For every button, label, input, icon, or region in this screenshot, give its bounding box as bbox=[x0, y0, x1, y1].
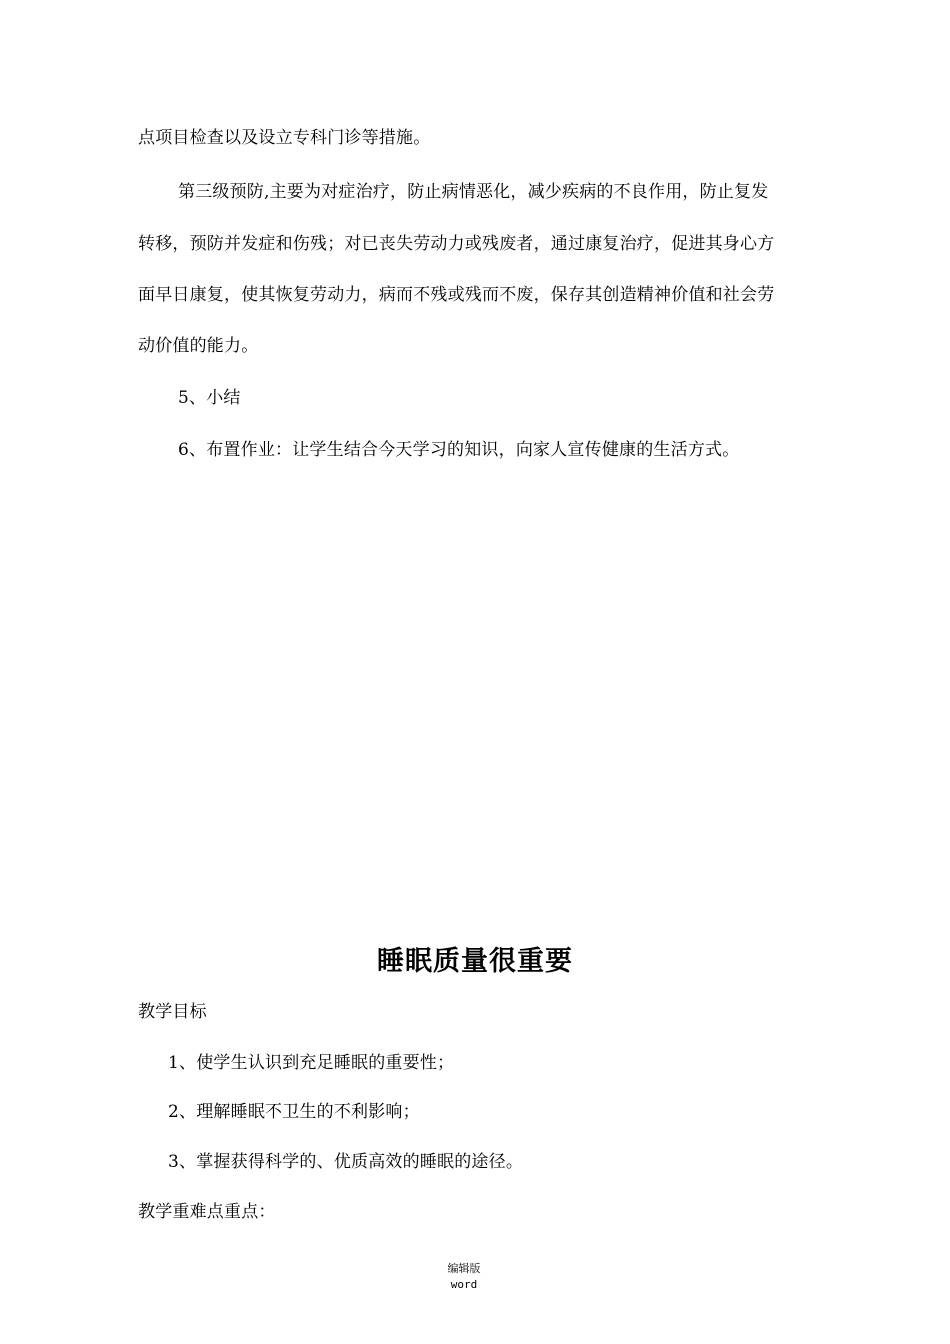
objective-item: 3、掌握获得科学的、优质高效的睡眠的途径。 bbox=[168, 1152, 524, 1172]
paragraph-line: 动价值的能力。 bbox=[138, 336, 259, 356]
key-points-heading: 教学重难点重点： bbox=[138, 1202, 276, 1222]
footer-format: word bbox=[450, 1278, 478, 1291]
paragraph-line: 面早日康复，使其恢复劳动力，病而不残或残而不废，保存其创造精神价值和社会劳 bbox=[138, 285, 775, 305]
objective-item: 1、使学生认识到充足睡眠的重要性； bbox=[168, 1053, 455, 1073]
paragraph-line: 转移，预防并发症和伤残；对已丧失劳动力或残废者，通过康复治疗，促进其身心方 bbox=[138, 234, 775, 254]
list-item-homework: 6、布置作业：让学生结合今天学习的知识，向家人宣传健康的生活方式。 bbox=[178, 440, 740, 460]
paragraph-line: 点项目检查以及设立专科门诊等措施。 bbox=[138, 128, 431, 148]
objectives-heading: 教学目标 bbox=[138, 1002, 207, 1022]
footer-label: 编辑版 bbox=[447, 1262, 481, 1275]
objective-item: 2、理解睡眠不卫生的不利影响； bbox=[168, 1102, 420, 1122]
paragraph-line: 第三级预防,主要为对症治疗，防止病情恶化，减少疾病的不良作用，防止复发 bbox=[178, 182, 769, 202]
section-title: 睡眠质量很重要 bbox=[377, 946, 573, 977]
list-item-summary: 5、小结 bbox=[178, 388, 241, 408]
